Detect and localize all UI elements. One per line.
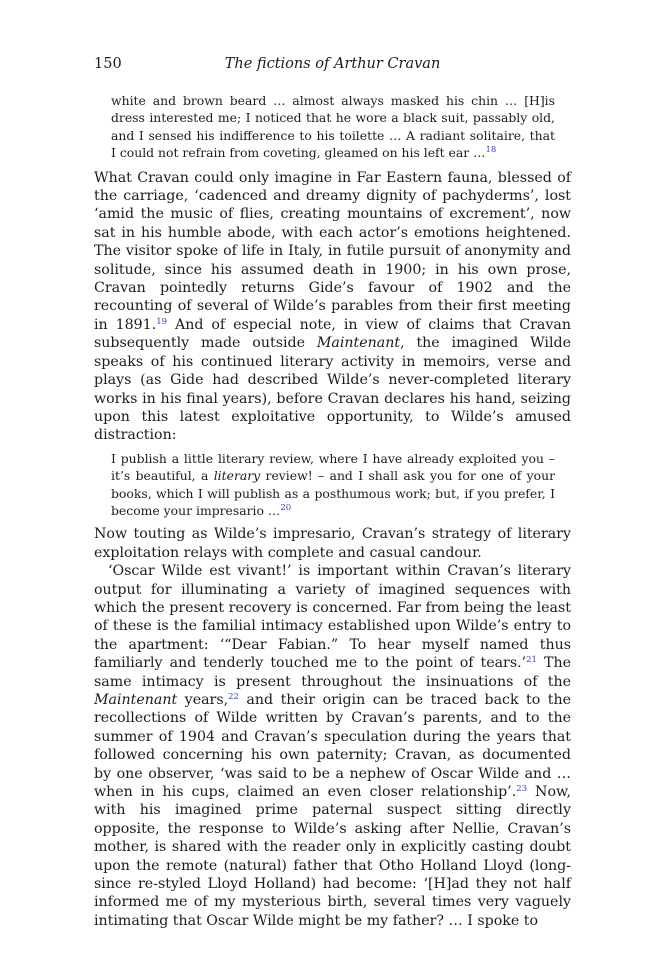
paragraph-3-text-c: years, bbox=[177, 692, 229, 708]
paragraph-3-text-b: The same intimacy is present throughout the insinuations of the bbox=[94, 655, 571, 690]
block-quote-1 bbox=[111, 92, 555, 162]
paragraph-3-text-e: Now, with his imagined prime paternal suspect sitting directly opposite, the response to Wilde’s asking after Nellie, Cravan’s mother, is shared with the reader only in explicitly casting doubt upon the remote (natural) father that Otho Holland Lloyd (long-since re-styled Lloyd Holland) had become: ‘[H]ad they not half informed me of my mysterious birth, several times very vaguely intimating that Oscar Wilde might be my father? … I spoke to bbox=[94, 784, 571, 929]
paragraph-3-text-d: and their origin can be traced back to the recollections of Wilde written by Cravan’s parents, and to the summer of 1904 and Cravan’s speculation during the years that followed concerning his own paternity; Cravan, as documented by one observer, ‘was said to be a nephew of Oscar Wilde and … when in his cups, claimed an even closer relationship’. bbox=[94, 692, 572, 801]
block-quote-2-text-a: I publish a little literary review, where I have already exploited you – it’s beautiful, a bbox=[111, 450, 555, 484]
footnote-ref-19[interactable]: 19 bbox=[156, 316, 168, 327]
paragraph-1-text-c: , the imagined Wilde speaks of his continued literary activity in memoirs, verse and plays (as Gide had described Wilde’s never-completed literary works in his final years), before Cravan declares his hand, seizing upon this latest exploitative opportunity, to Wilde’s amused distraction: bbox=[94, 335, 571, 444]
book-page bbox=[94, 52, 571, 930]
paragraph-1-text-a: What Cravan could only imagine in Far Eastern fauna, blessed of the carriage, ‘cadenced and dreamy dignity of pachyderms’, lost ‘amid the music of flies, creating mountains of excrement’, now sat in his humble abode, with each actor’s emotions heightened. The visitor spoke of life in Italy, in futile pursuit of anonymity and solitude, since his assumed death in 1900; in his own prose, Cravan pointedly returns Gide’s favour of 1902 and the recounting of several of Wilde’s parables from their first meeting in 1891. bbox=[94, 169, 571, 333]
paragraph-3-title-maintenant: Maintenant bbox=[94, 692, 178, 708]
paragraph-1-title-maintenant: Maintenant bbox=[316, 335, 401, 352]
running-head bbox=[94, 52, 571, 76]
paragraph-2: Now touting as Wilde’s impresario, Cravan’s strategy of literary exploitation relays with complete and casual candour. bbox=[94, 526, 571, 561]
paragraph-1 bbox=[94, 169, 571, 445]
footnote-ref-23[interactable]: 23 bbox=[516, 784, 528, 795]
footnote-ref-21[interactable]: 21 bbox=[526, 655, 537, 666]
footnote-ref-18[interactable]: 18 bbox=[485, 145, 497, 156]
paragraph-3 bbox=[94, 562, 571, 930]
footnote-ref-20[interactable]: 20 bbox=[280, 502, 292, 513]
block-quote-2-text-b: review! – and I shall ask you for one of your books, which I will publish as a posthumous work; but, if you prefer, I become your impresario … bbox=[111, 468, 555, 518]
block-quote-2-italic: literary bbox=[213, 468, 261, 484]
paragraph-3-text-a: ‘Oscar Wilde est vivant!’ is important within Cravan’s literary output for illuminating a variety of imagined sequences with which the present recovery is concerned. Far from being the least of these is the familial intimacy established upon Wilde’s entry to the apartment: ‘“Dear Fabian.” To hear myself named thus familiarly and tenderly touched me to the point of tears.’ bbox=[94, 563, 571, 672]
paragraph-1-text-b: And of especial note, in view of claims that Cravan subsequently made outside bbox=[94, 316, 571, 352]
footnote-ref-22[interactable]: 22 bbox=[228, 692, 239, 702]
running-title: The fictions of Arthur Cravan bbox=[224, 56, 441, 72]
block-quote-2 bbox=[111, 450, 555, 520]
block-quote-1-text: white and brown beard … almost always masked his chin … [H]is dress interested me; I noticed that he wore a black suit, passably old, and I sensed his indifference to his toilette … A radiant solitaire, that I could not refrain from coveting, gleamed on his left ear … bbox=[111, 93, 555, 161]
page-number: 150 bbox=[94, 56, 122, 72]
